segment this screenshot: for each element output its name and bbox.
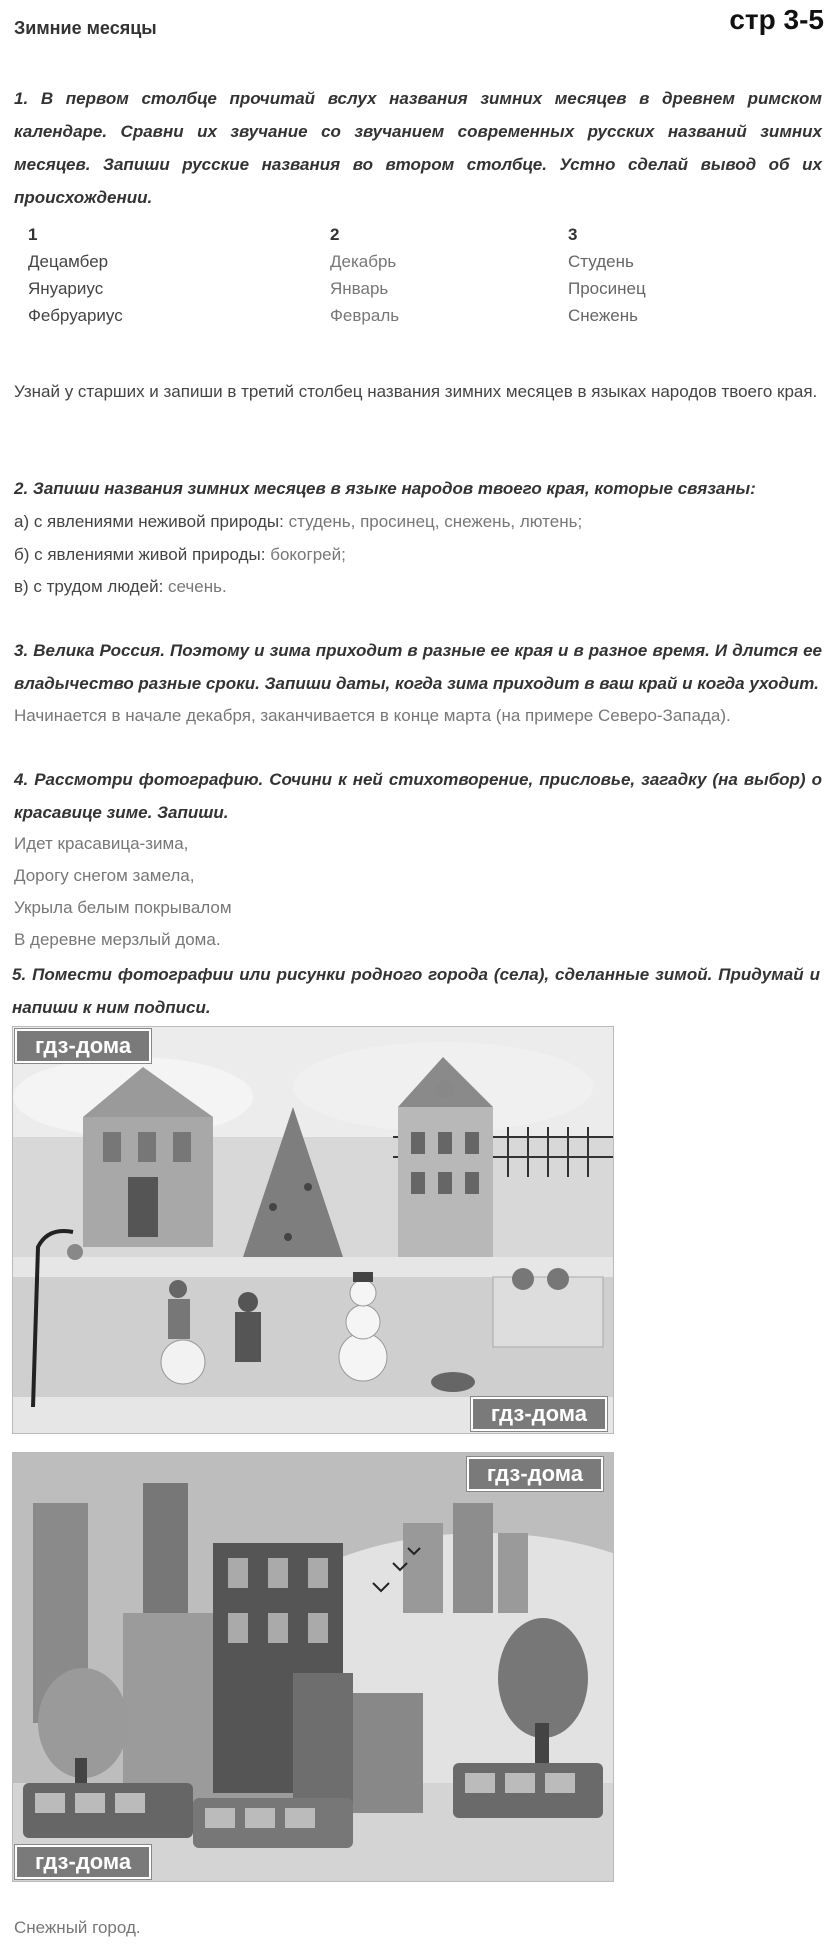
task-3-answer: Начинается в начале декабря, заканчивается в конце марта (на примере Северо-Запада).	[14, 706, 731, 725]
column-2-item: Декабрь	[330, 252, 397, 271]
poem-line: Укрыла белым покрывалом	[14, 898, 232, 917]
photo-caption: Снежный город.	[14, 1918, 141, 1937]
task-1-text: 1. В первом столбце прочитай вслух названия зимних месяцев в древнем римском календаре. Сравни их звучание со звучанием современных русских названий зимних месяцев. Запиши русские названия во втором столбце. Устно сделай вывод об их происхождении.	[14, 89, 822, 207]
column-3-head: 3	[568, 225, 578, 244]
column-2-item: Февраль	[330, 306, 400, 325]
watermark: гдз-дома	[471, 1397, 607, 1431]
task-4-text: 4. Рассмотри фотографию. Сочини к ней стихотворение, присловье, загадку (на выбор) о красавице зиме. Запиши.	[14, 770, 822, 822]
column-3-item: Снежень	[568, 306, 639, 325]
snowy-city-drawing	[12, 1452, 614, 1882]
poem-line: В деревне мерзлый дома.	[14, 930, 221, 949]
task-2-item	[14, 505, 822, 538]
poem-line: Дорогу снегом замела,	[14, 866, 195, 885]
winter-village-drawing	[12, 1026, 614, 1434]
task-3-text: 3. Велика Россия. Поэтому и зима приходит в разные ее края и в разное время. И длится ее владычество разные сроки. Запиши даты, когда зима приходит в ваш край и когда уходит.	[14, 641, 822, 693]
column-1-head: 1	[28, 225, 38, 244]
column-2-item: Январь	[330, 279, 389, 298]
task-2-item	[14, 570, 822, 603]
task-2-label: в) с трудом людей:	[14, 577, 169, 596]
watermark: гдз-дома	[467, 1457, 603, 1491]
winter-village-image	[13, 1027, 613, 1433]
page-title: Зимние месяцы	[14, 18, 157, 38]
column-2	[330, 221, 399, 329]
column-3-item: Просинец	[568, 279, 646, 298]
task-2-answer: сечень.	[168, 577, 227, 596]
column-3-item: Студень	[568, 252, 634, 271]
task-1-note: Узнай у старших и запиши в третий столбец названия зимних месяцев в языках народов твоего края.	[14, 382, 818, 401]
watermark: гдз-дома	[15, 1029, 151, 1063]
poem-line: Идет красавица-зима,	[14, 834, 189, 853]
page-number: стр 3-5	[729, 4, 824, 35]
poem	[14, 828, 232, 956]
column-2-head: 2	[330, 225, 340, 244]
column-1-item: Децамбер	[28, 252, 109, 271]
column-1	[28, 221, 123, 329]
task-2-text: 2. Запиши названия зимних месяцев в языке народов твоего края, которые связаны:	[14, 479, 756, 498]
column-1-item: Януариус	[28, 279, 104, 298]
column-1-item: Фебруариус	[28, 306, 123, 325]
watermark: гдз-дома	[15, 1845, 151, 1879]
snowy-city-image	[13, 1453, 613, 1881]
task-2-label: а) с явлениями неживой природы:	[14, 512, 289, 531]
column-3	[568, 221, 646, 329]
task-2-answer: бокогрей;	[270, 545, 346, 564]
task-2-answer: студень, просинец, снежень, лютень;	[288, 512, 583, 531]
task-2-item	[14, 538, 822, 571]
task-5-text: 5. Помести фотографии или рисунки родного города (села), сделанные зимой. Придумай и напиши к ним подписи.	[12, 965, 820, 1017]
task-2-label: б) с явлениями живой природы:	[14, 545, 271, 564]
